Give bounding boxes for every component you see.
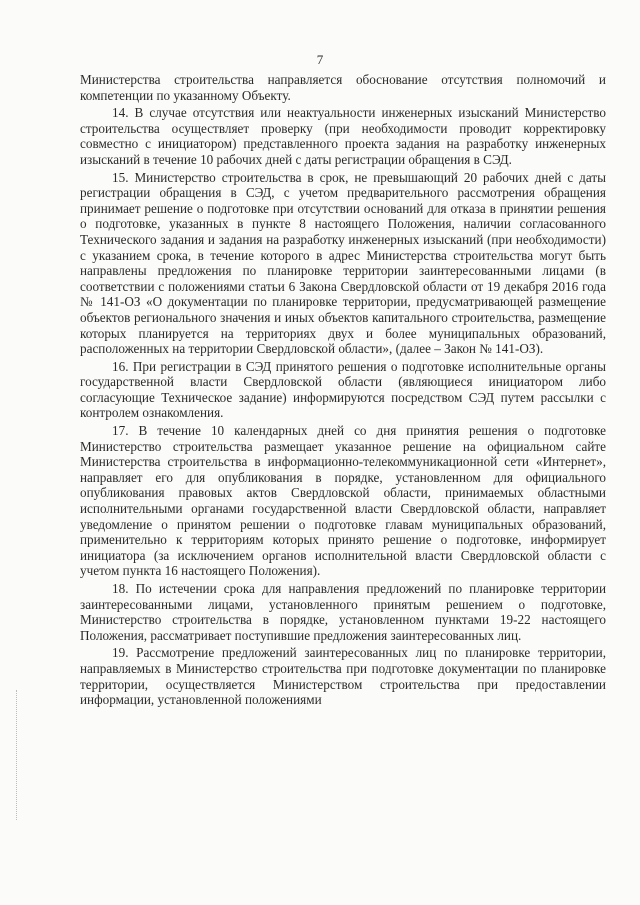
paragraph-18: 18. По истечении срока для направления предложений по планировке территории заинтересованными лицами, установленного принятым решением о подготовке, Министерство строительства в порядке, установленном пунктами 19-22 настоящего Положения, рассматривает поступившие предложения заинтересованных лиц. — [80, 581, 606, 643]
paragraph-continuation: Министерства строительства направляется обоснование отсутствия полномочий и компетенции по указанному Объекту. — [80, 72, 606, 103]
scan-margin-mark — [16, 690, 19, 820]
paragraph-15: 15. Министерство строительства в срок, не превышающий 20 рабочих дней с даты регистрации обращения в СЭД, с учетом предварительного рассмотрения обращения принимает решение о подготовке при отсутствии оснований для отказа в принятии решения о подготовке, указанных в пункте 8 настоящего Положения, наличии согласованного Технического задания и задания на разработку инженерных изысканий (при необходимости) с указанием срока, в течение которого в адрес Министерства строительства могут быть направлены предложения по планировке территории заинтересованными лицами (в соответствии с положениями статьи 6 Закона Свердловской области от 19 декабря 2016 года № 141-ОЗ «О документации по планировке территории, предусматривающей размещение объектов регионального значения и иных объектов капитального строительства, размещение которых планируется на территориях двух и более муниципальных образований, расположенных на территории Свердловской области», (далее – Закон № 141-ОЗ). — [80, 169, 606, 357]
paragraph-14: 14. В случае отсутствия или неактуальности инженерных изысканий Министерство строительства осуществляет проверку (при необходимости проводит корректировку совместно с инициатором) представленного проекта задания на разработку инженерных изысканий в течение 10 рабочих дней с даты регистрации обращения в СЭД. — [80, 105, 606, 167]
paragraph-17: 17. В течение 10 календарных дней со дня принятия решения о подготовке Министерство строительства размещает указанное решение на официальном сайте Министерства строительства в информационно-телекоммуникационной сети «Интернет», направляет его для опубликования в порядке, установленном для официального опубликования правовых актов Свердловской области, принимаемых областными исполнительными органами государственной власти Свердловской области, направляет уведомление о принятом решении о подготовке главам муниципальных образований, применительно к территориям которых принято решение о подготовке, информирует инициатора (за исключением органов исполнительной власти Свердловской области с учетом пункта 16 настоящего Положения). — [80, 423, 606, 579]
document-body — [80, 72, 606, 710]
paragraph-16: 16. При регистрации в СЭД принятого решения о подготовке исполнительные органы государственной власти Свердловской области (являющиеся инициатором либо согласующие Техническое задание) информируются посредством СЭД путем рассылки с контролем ознакомления. — [80, 358, 606, 421]
page-number: 7 — [316, 52, 324, 67]
paragraph-19: 19. Рассмотрение предложений заинтересованных лиц по планировке территории, направляемых в Министерство строительства при подготовке документации по планировке территории, осуществляется Министерством строительства при предоставлении информации, установленной положениями — [80, 645, 606, 708]
